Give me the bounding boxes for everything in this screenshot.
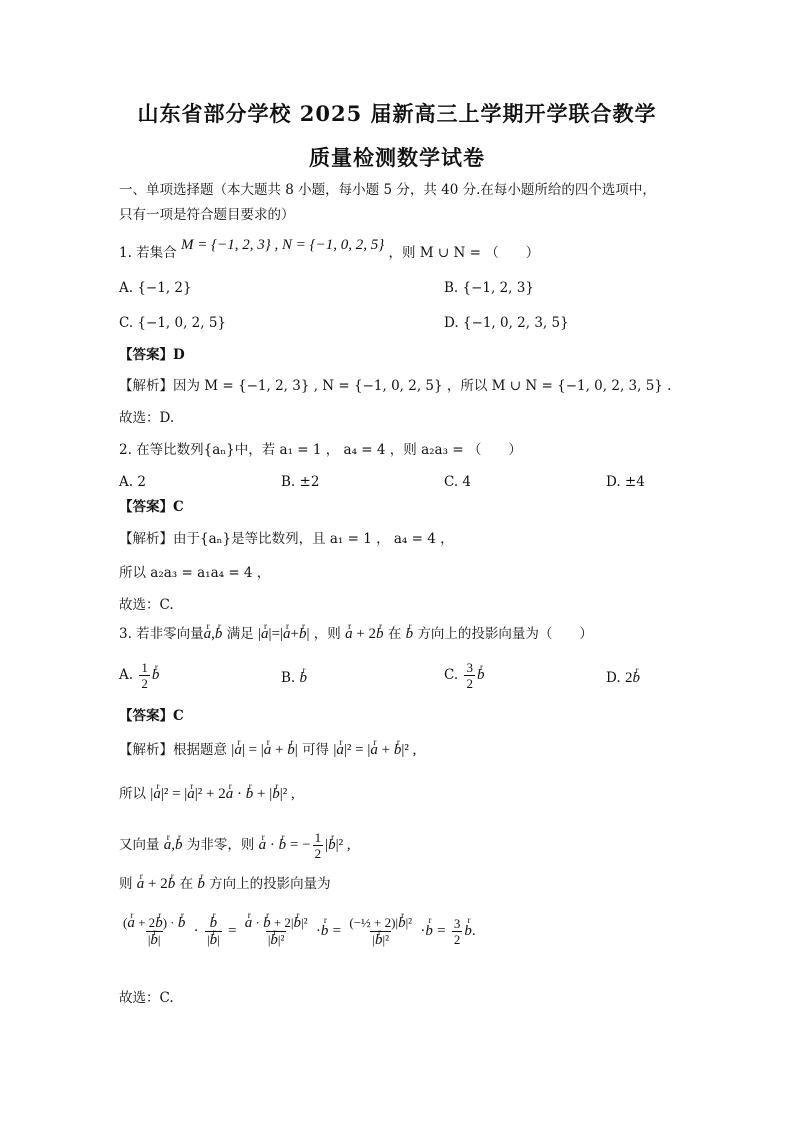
q2-stem: 2. 在等比数列{aₙ}中，若 a₁ = 1 ， a₄ = 4 ，则 a₂a₃ = （ ）: [119, 442, 522, 458]
q1-option-b: B. {−1, 2, 3}: [444, 280, 534, 296]
q2-option-c: C. 4: [444, 474, 472, 490]
title-line-2: 质量检测数学试卷: [309, 145, 485, 170]
q3-stem-end: 方向上的投影向量为（ ）: [417, 626, 593, 642]
q3-analysis: 【解析】根据题意 |r a| = |r a + r b| 可得 |r a|² = |r a + r b|² ,: [119, 740, 416, 760]
q2-conclusion: 故选：C.: [119, 597, 174, 613]
q1-option-a: A. {−1, 2}: [119, 280, 192, 296]
q2-step: 所以 a₂a₃ = a₁a₄ = 4 ，: [119, 565, 271, 581]
q1-stem-pre: 1. 若集合: [119, 245, 177, 261]
q3-step-2: 又向量 r a,r b 为非零，则 r a · r b = − $\frac{1}{2}$ |r b|² ,: [119, 830, 351, 861]
q3-in: 在: [387, 626, 402, 642]
q2-option-d: D. ±4: [606, 474, 645, 490]
vec-b: r b: [215, 624, 223, 644]
q2-option-a: A. 2: [119, 474, 146, 490]
q3-option-c: C. $\frac{3}{2}$ r b: [444, 660, 484, 691]
q2-answer: 【答案】C: [119, 499, 184, 515]
q3-stem: 3. 若非零向量r a,r b 满足 |r a|=|r a+r b| ，则 r a + 2r b 在 r b 方向上的投影向量为（ ）: [119, 624, 593, 644]
q3-stem-pre: 3. 若非零向量: [119, 626, 204, 642]
q3-stem-post: ，则: [313, 626, 341, 642]
q3-conclusion: 故选：C.: [119, 990, 174, 1006]
q2-analysis: 【解析】由于{aₙ}是等比数列，且 a₁ = 1 ， a₄ = 4 ，: [119, 531, 454, 547]
q3-option-a: A. $\frac{1}{2}$ r b: [119, 660, 159, 691]
q3-option-b: B. r b: [281, 668, 307, 688]
q1-analysis: 【解析】因为 M = {−1, 2, 3} , N = {−1, 0, 2, 5} ，所以 M ∪ N = {−1, 0, 2, 3, 5} .: [119, 378, 672, 394]
q1-stem-post: ，则 M ∪ N = （ ）: [388, 245, 540, 261]
section-instruction-1: 一、单项选择题（本大题共 8 小题，每小题 5 分，共 40 分.在每小题所给的四个选项中，: [119, 182, 656, 198]
q3-step-3: 则 r a + 2r b 在 r b 方向上的投影向量为: [119, 874, 331, 894]
q3-answer: 【答案】C: [119, 708, 184, 724]
q3-stem-mid: 满足: [226, 626, 254, 642]
q3-option-d: D. 2r b: [606, 668, 640, 688]
q3-step-1: 所以 |r a|² = |r a|² + 2r a · r b + |r b|² ,: [119, 784, 295, 804]
q1-option-d: D. {−1, 0, 2, 3, 5}: [444, 315, 569, 331]
q1-option-c: C. {−1, 0, 2, 5}: [119, 315, 227, 331]
q3-projection-formula: $\frac{\text{(r a + 2r b) · r b}}{\text{|r b|}}$ · r $\frac{b}{\text{|r b|}}$ = r $\frac{\text{a · r b + 2|r b|²}}{\text{|r b|²}}$ ·r b = $\frac{\text{(−½ + 2)|r b|²}}{\text{|r b|²}}$ ·r b = $\frac{3}{2}$ r b.: [119, 915, 476, 948]
q1-answer: 【答案】D: [119, 347, 185, 363]
q1-stem-math: M = {−1, 2, 3} , N = {−1, 0, 2, 5}: [180, 237, 385, 253]
section-instruction-2: 只有一项是符合题目要求的）: [119, 207, 295, 223]
q2-option-b: B. ±2: [281, 474, 320, 490]
q1-stem: [119, 237, 540, 263]
q1-conclusion: 故选：D.: [119, 410, 175, 426]
title-line-1: 山东省部分学校 2025 届新高三上学期开学联合教学: [137, 101, 657, 126]
vec-a: r a: [204, 624, 212, 644]
